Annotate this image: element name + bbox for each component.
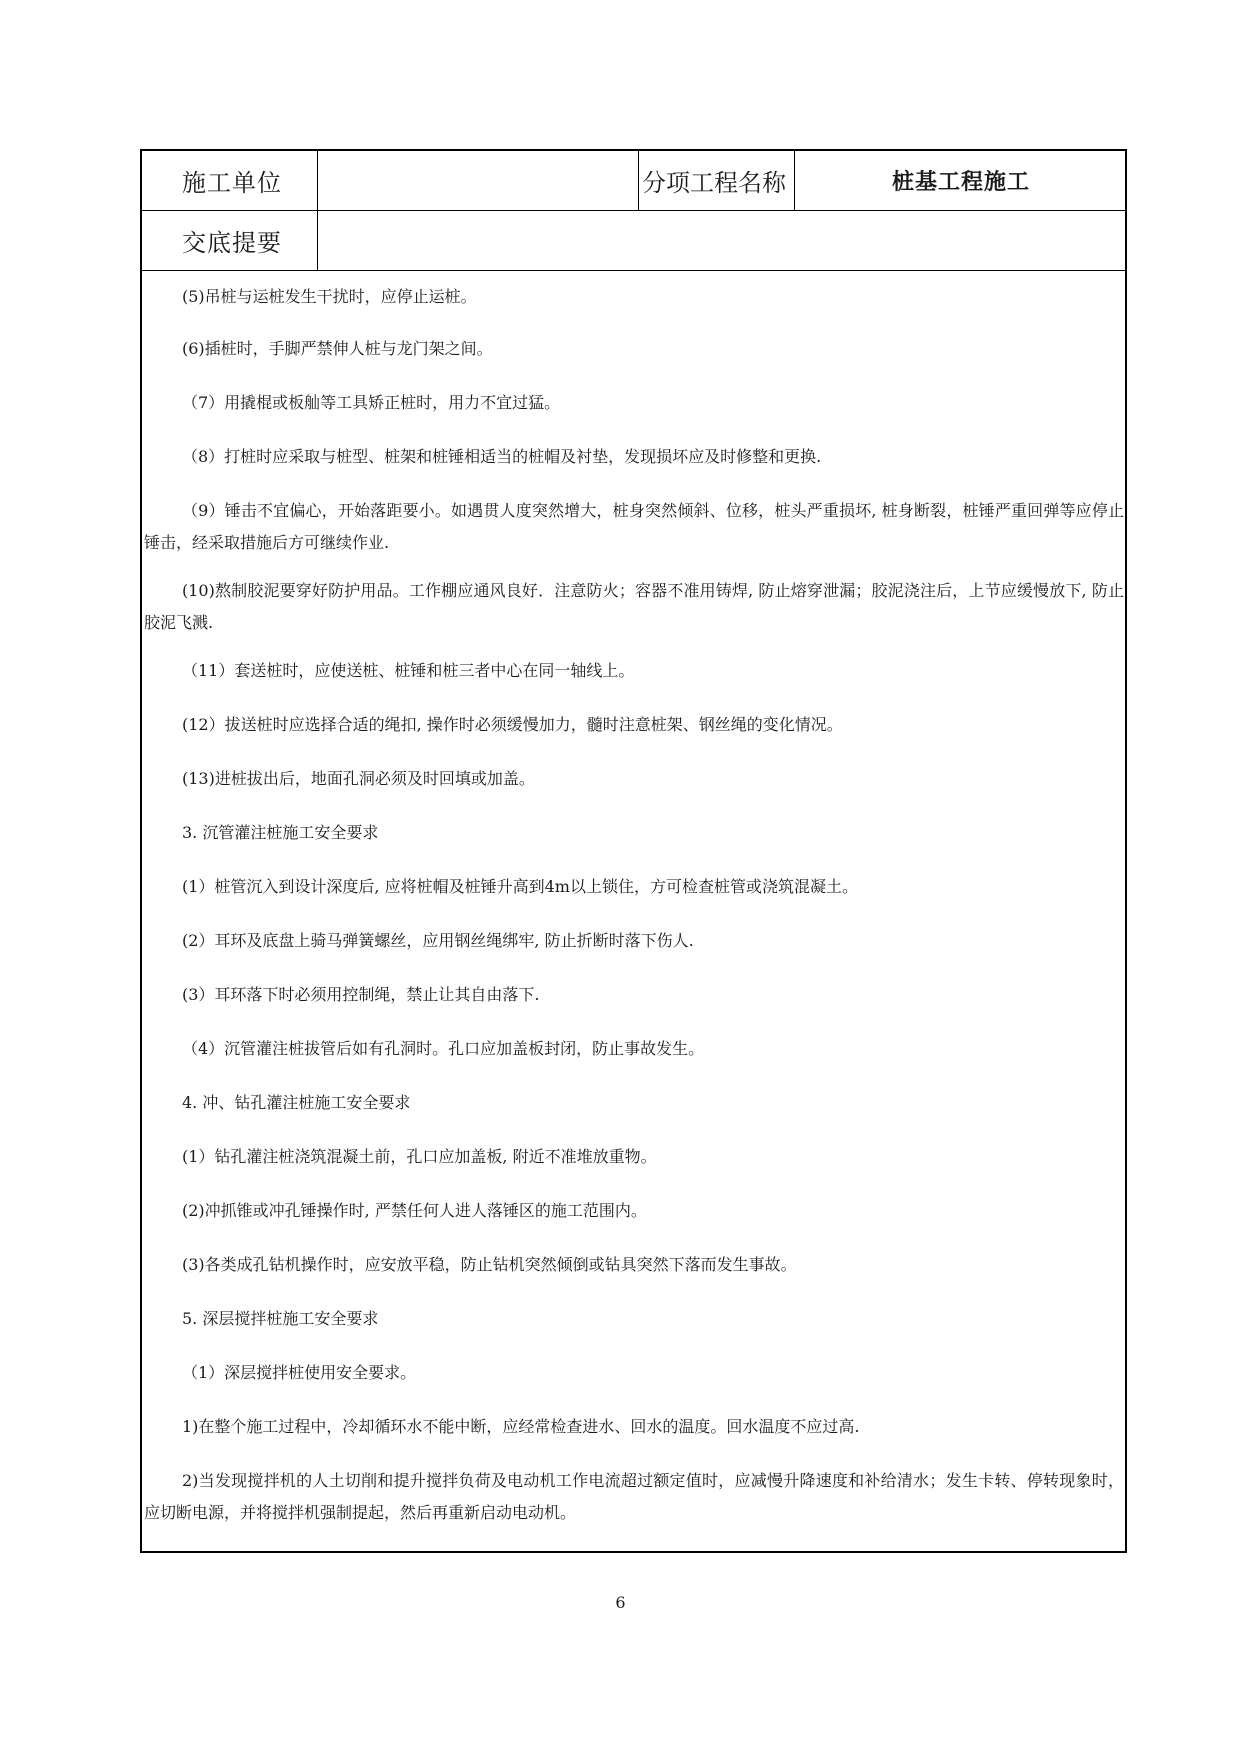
paragraph: (12）拔送桩时应选择合适的绳扣, 操作时必须缓慢加力，髓时注意桩架、钢丝绳的变化情况。 <box>182 715 843 734</box>
summary-value <box>332 211 1112 270</box>
paragraph: （11）套送桩时，应使送桩、桩锤和桩三者中心在同一轴线上。 <box>182 661 635 680</box>
paragraph: （9）锤击不宜偏心，开始落距要小。如遇贯人度突然增大，桩身突然倾斜、位移，桩头严重损坏, 桩身断裂，桩锤严重回弹等应停止锤击，经采取措施后方可继续作业. <box>144 501 1124 552</box>
paragraph: (13)进桩拔出后，地面孔洞必须及时回填或加盖。 <box>182 769 535 788</box>
summary-label: 交底提要 <box>182 229 282 257</box>
paragraph: (1）桩管沉入到设计深度后, 应将桩帽及桩锤升高到4m以上锁住，方可检查桩管或浇筑混凝土。 <box>182 877 858 896</box>
sub-project-value: 桩基工程施工 <box>891 169 1030 195</box>
paragraph: （8）打桩时应采取与桩型、桩架和桩锤相适当的桩帽及衬垫，发现损坏应及时修整和更换. <box>182 447 822 466</box>
paragraph: (1）钻孔灌注桩浇筑混凝土前，孔口应加盖板, 附近不准堆放重物。 <box>182 1147 657 1166</box>
column-divider <box>317 151 318 210</box>
paragraph: (10)熬制胶泥要穿好防护用品。工作棚应通风良好．注意防火；容器不准用铸焊, 防止熔穿泄漏；胶泥浇注后，上节应缓慢放下, 防止胶泥飞溅. <box>144 581 1124 632</box>
construction-unit-value <box>332 151 612 210</box>
paragraph: (3)各类成孔钻机操作时，应安放平稳，防止钻机突然倾倒或钻具突然下落而发生事故。 <box>182 1255 797 1274</box>
header-row-2 <box>142 211 1125 271</box>
construction-unit-label: 施工单位 <box>182 169 282 197</box>
header-row-1 <box>142 151 1125 211</box>
paragraph: 2)当发现搅拌机的人土切削和提升搅拌负荷及电动机工作电流超过额定值时，应减慢升降速度和补给清水；发生卡转、停转现象时，应切断电源，并将搅拌机强制提起，然后再重新启动电动机。 <box>144 1471 1124 1522</box>
column-divider <box>317 211 318 270</box>
page-number: 6 <box>615 1593 626 1612</box>
paragraph: (5)吊桩与运桩发生干扰时，应停止运桩。 <box>182 287 477 306</box>
section-heading: 5. 深层搅拌桩施工安全要求 <box>182 1309 379 1328</box>
paragraph: (3）耳环落下时必须用控制绳，禁止让其自由落下. <box>182 985 540 1004</box>
paragraph: (6)插桩时，手脚严禁伸人桩与龙门架之间。 <box>182 339 493 358</box>
paragraph: （4）沉管灌注桩拔管后如有孔洞时。孔口应加盖板封闭，防止事故发生。 <box>182 1039 705 1058</box>
paragraph: （1）深层搅拌桩使用安全要求。 <box>182 1363 417 1382</box>
paragraph: (2)冲抓锥或冲孔锤操作时, 严禁任何人进人落锤区的施工范围内。 <box>182 1201 647 1220</box>
sub-project-label: 分项工程名称 <box>642 169 786 197</box>
disclosure-form <box>140 149 1127 1553</box>
section-heading: 4. 冲、钻孔灌注桩施工安全要求 <box>182 1093 411 1112</box>
paragraph: （7）用撬棍或板舢等工具矫正桩时，用力不宜过猛。 <box>182 393 561 412</box>
paragraph: (2）耳环及底盘上骑马弹簧螺丝，应用钢丝绳绑牢, 防止折断时落下伤人. <box>182 931 694 950</box>
column-divider <box>638 151 639 210</box>
section-heading: 3. 沉管灌注桩施工安全要求 <box>182 823 379 842</box>
paragraph: 1)在整个施工过程中，冷却循环水不能中断，应经常检查进水、回水的温度。回水温度不应过高. <box>182 1417 860 1436</box>
